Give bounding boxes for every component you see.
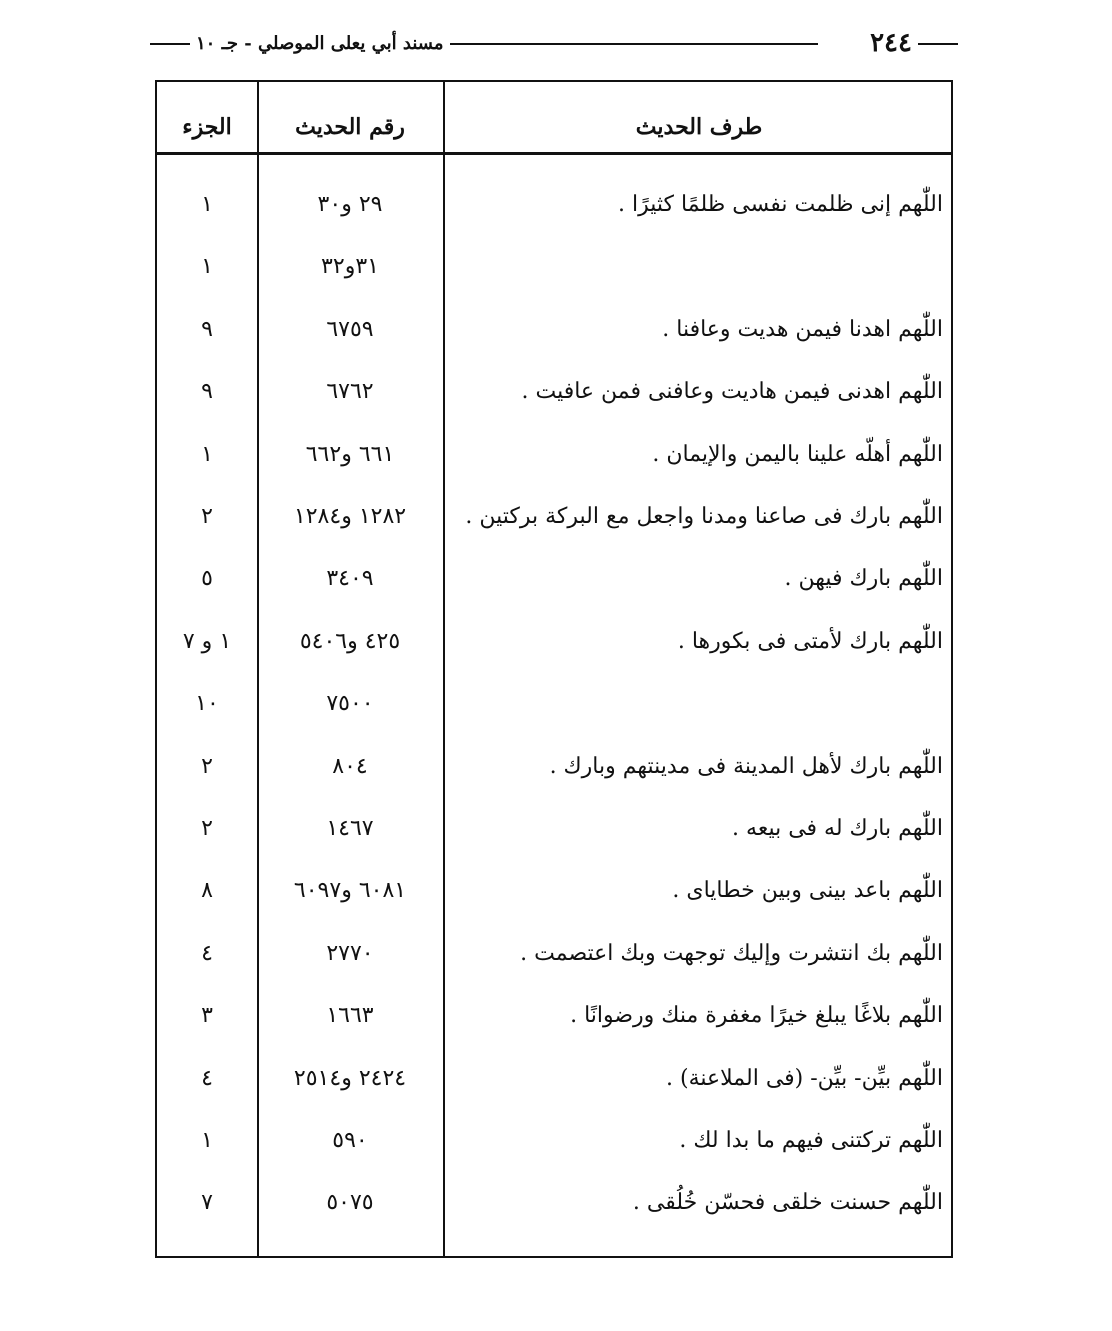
row-text: اللّٰهم بلاغًا يبلغ خيرًا مغفرة منك ورضوانًا . [570,1003,943,1028]
row-text: اللّٰهم تركتنى فيهم ما بدا لك . [679,1128,943,1153]
row-part: ١ و ٧ [182,629,232,654]
row-number: ٣١و٣٢ [321,254,379,279]
row-number: ٦٧٥٩ [326,317,374,342]
row-number: ٤٢٥ و٥٤٠٦ [299,629,401,654]
row-part: ١ [201,1128,213,1153]
header-rule-left [150,43,190,45]
row-part: ١ [201,254,213,279]
column-header-text: طرف الحديث [635,114,763,140]
row-part: ٥ [201,566,213,591]
row-part: ١ [201,192,213,217]
row-text: اللّٰهم حسنت خلقى فحسّن خُلُقى . [632,1190,943,1215]
row-number: ١٢٨٢ و١٢٨٤ [293,504,407,529]
page-number: ٢٤٤ [864,26,918,60]
row-part: ٩ [201,379,213,404]
row-part: ١٠ [195,691,219,716]
row-number: ٢٩ و٣٠ [317,192,383,217]
row-number: ٦٦١ و٦٦٢ [305,442,395,467]
page-header [150,26,958,62]
row-text: اللّٰهم اهدنى فيمن هاديت وعافنى فمن عافيت . [521,379,943,404]
row-text: اللّٰهم إنى ظلمت نفسى ظلمًا كثيرًا . [618,192,943,217]
column-divider-2 [443,82,445,1256]
row-number: ١٤٦٧ [326,816,374,841]
row-text: اللّٰهم بارك فى صاعنا ومدنا واجعل مع البركة بركتين . [465,504,943,529]
row-text: اللّٰهم بك انتشرت وإليك توجهت وبك اعتصمت . [520,941,943,966]
row-part: ٧ [201,1190,213,1215]
row-part: ١ [201,442,213,467]
row-text: اللّٰهم بارك فيهن . [784,566,943,591]
book-title: مسند أبي يعلى الموصلي - جـ ١٠ [190,29,450,59]
row-number: ٣٤٠٩ [326,566,374,591]
row-number: ٧٥٠٠ [326,691,374,716]
row-text: اللّٰهم بارك لأهل المدينة فى مدينتهم وبارك . [549,754,943,779]
row-text: اللّٰهم اهدنا فيمن هديت وعافنا . [662,317,943,342]
row-part: ٩ [201,317,213,342]
row-number: ٦٠٨١ و٦٠٩٧ [293,878,407,903]
row-part: ٤ [201,1066,213,1091]
index-table [155,80,953,1258]
column-header-number: رقم الحديث [295,114,405,140]
row-number: ٥٠٧٥ [326,1190,374,1215]
header-divider [157,152,951,155]
row-part: ٨ [201,878,213,903]
row-part: ٢ [201,754,213,779]
row-part: ٢ [201,504,213,529]
row-part: ٢ [201,816,213,841]
column-header-part: الجزء [182,114,232,140]
row-number: ٢٧٧٠ [326,941,374,966]
row-text: اللّٰهم بارك لأمتى فى بكورها . [677,629,943,654]
row-part: ٤ [201,941,213,966]
row-number: ١٦٦٣ [326,1003,374,1028]
row-text: اللّٰهم بيِّن- بيِّن- (فى الملاعنة) . [666,1066,943,1091]
row-text: اللّٰهم باعد بينى وبين خطاياى . [672,878,943,903]
row-number: ٦٧٦٢ [326,379,374,404]
row-number: ٢٤٢٤ و٢٥١٤ [293,1066,407,1091]
header-rule-middle [392,43,818,45]
row-part: ٣ [201,1003,213,1028]
row-number: ٥٩٠ [332,1128,368,1153]
row-text: اللّٰهم أهلّه علينا باليمن والإيمان . [652,442,943,467]
row-number: ٨٠٤ [332,754,368,779]
row-text: اللّٰهم بارك له فى بيعه . [732,816,943,841]
